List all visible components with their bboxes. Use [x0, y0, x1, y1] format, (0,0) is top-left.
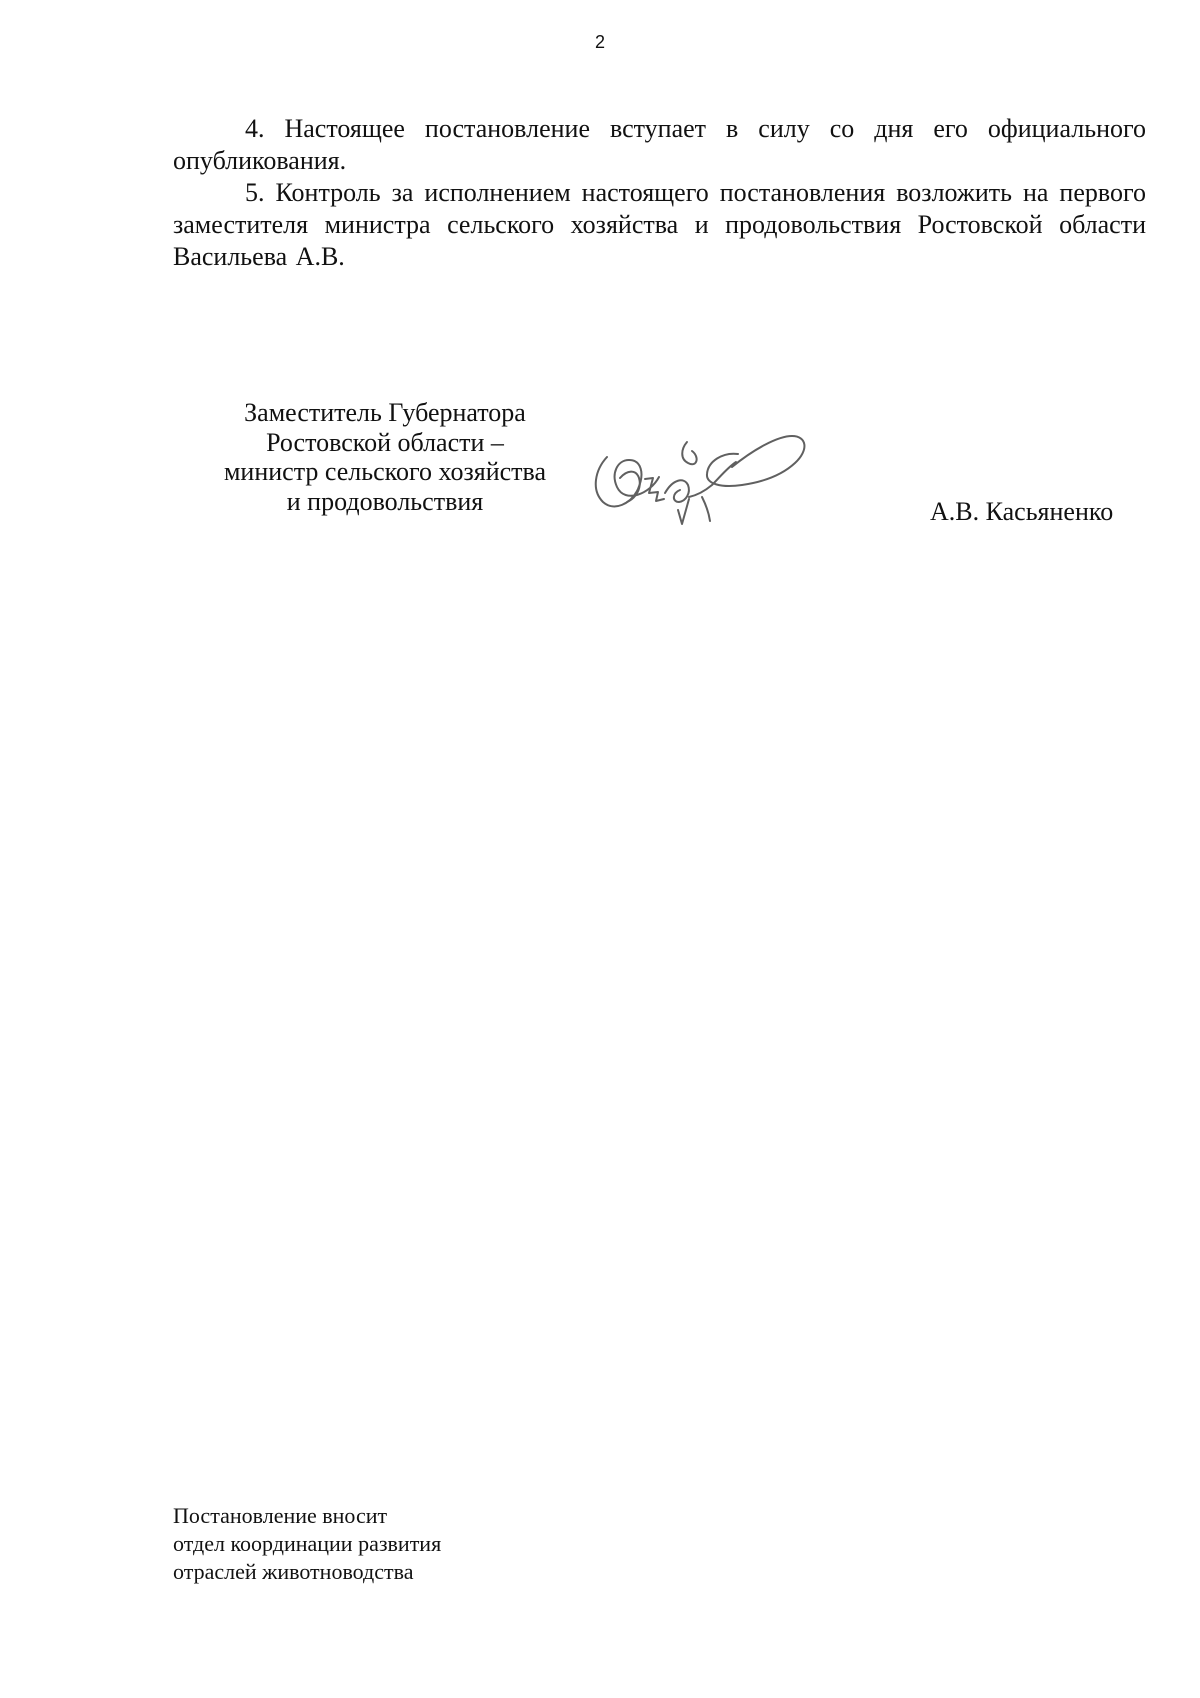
signatory-position [170, 398, 600, 516]
signatory-name: А.В. Касьяненко [930, 497, 1114, 526]
paragraph-item-4: 4. Настоящее постановление вступает в силу со дня его официального опубликования. [173, 114, 1146, 175]
document-body [173, 113, 1146, 273]
footer-line: отраслей животноводства [173, 1559, 414, 1584]
handwritten-signature [578, 418, 818, 528]
footer-line: Постановление вносит [173, 1503, 388, 1528]
position-line: и продовольствия [286, 486, 484, 516]
footer-line: отдел координации развития [173, 1531, 442, 1556]
footer-note [173, 1502, 441, 1586]
paragraph-item-5: 5. Контроль за исполнением настоящего постановления возложить на первого заместителя министра сельского хозяйства и продовольствия Ростовской области Васильева А.В. [173, 178, 1146, 271]
page-number: 2 [594, 32, 605, 52]
position-line: Заместитель Губернатора [244, 398, 526, 427]
position-line: министр сельского хозяйства [223, 457, 547, 486]
position-line: Ростовской области – [266, 427, 504, 457]
